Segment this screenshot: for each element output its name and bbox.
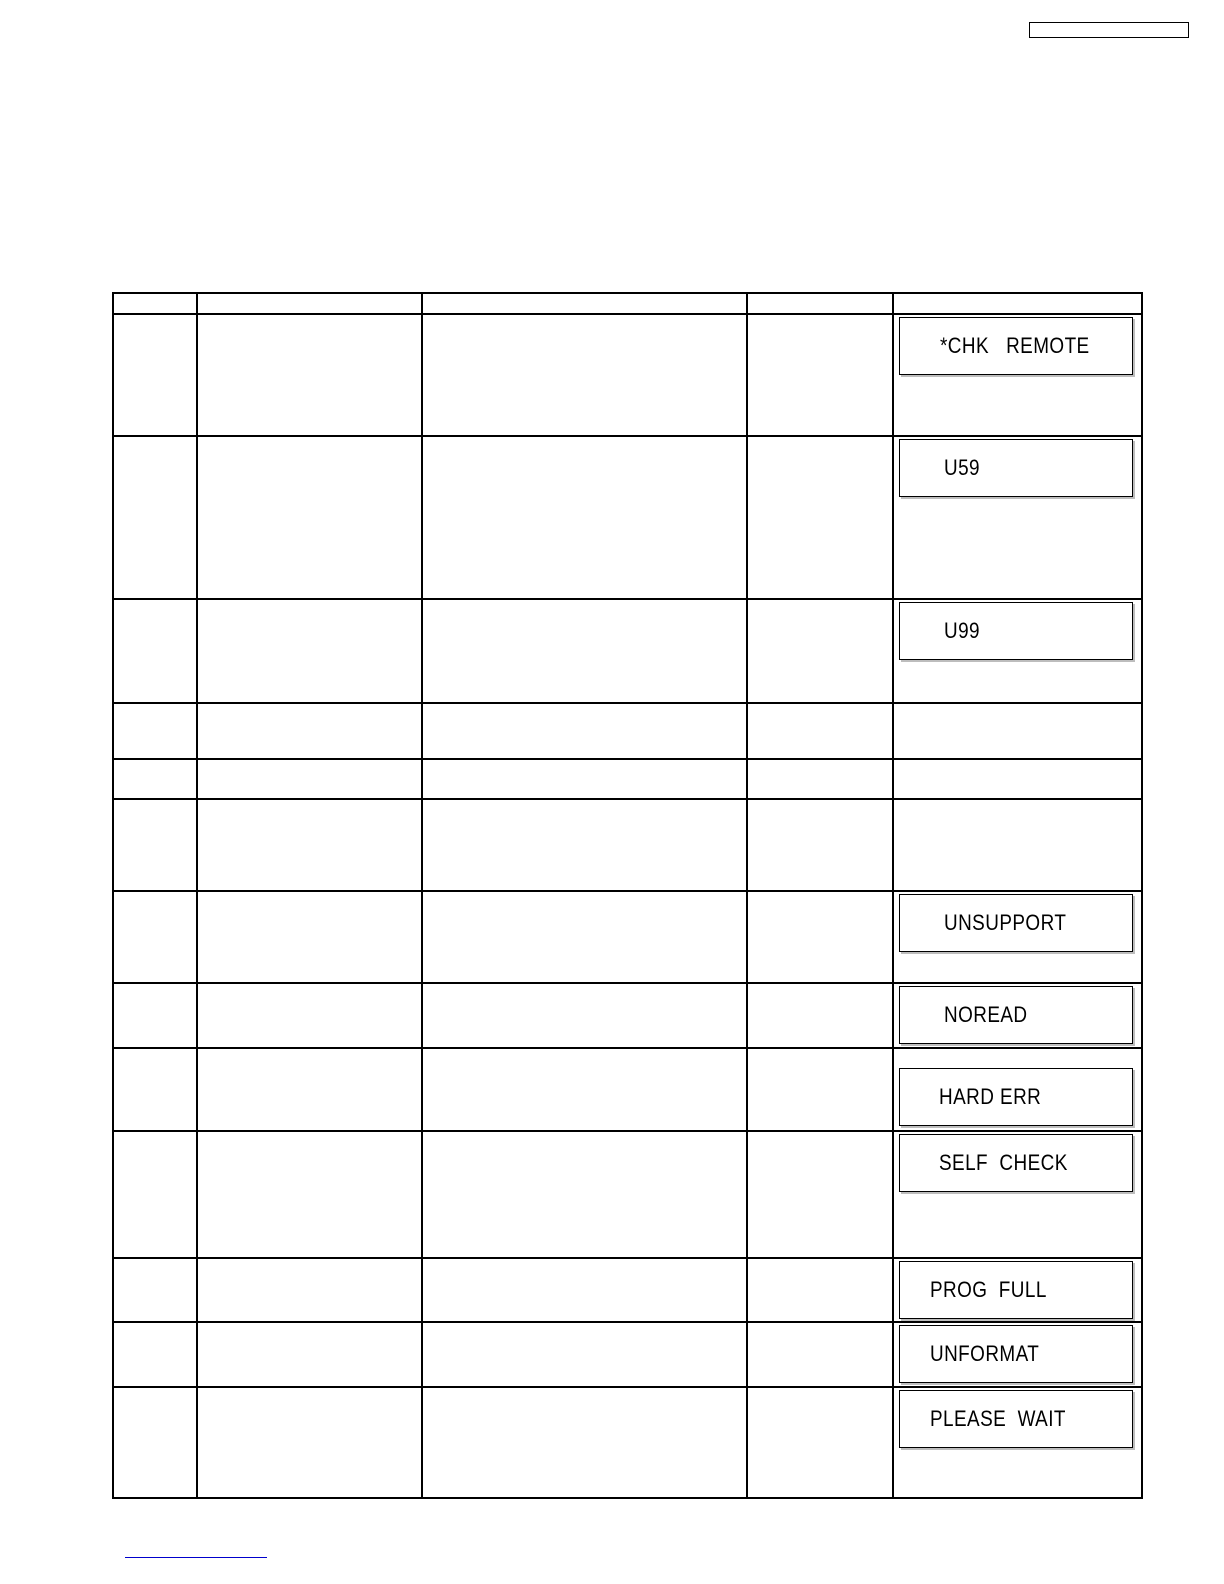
table-header-row bbox=[113, 293, 1142, 314]
table-row bbox=[113, 1322, 1142, 1387]
display-cell bbox=[893, 599, 1142, 703]
header-cell bbox=[893, 293, 1142, 314]
lcd-display bbox=[899, 439, 1133, 497]
lcd-display bbox=[899, 1261, 1133, 1319]
display-cell bbox=[893, 1258, 1142, 1322]
display-cell bbox=[893, 1131, 1142, 1258]
display-cell bbox=[893, 1387, 1142, 1498]
self-diagnosis-table bbox=[112, 292, 1143, 1499]
table-row bbox=[113, 1048, 1142, 1131]
header-cell bbox=[747, 293, 893, 314]
display-cell bbox=[893, 891, 1142, 983]
lcd-display bbox=[899, 602, 1133, 660]
table-row bbox=[113, 759, 1142, 799]
lcd-text: NOREAD bbox=[944, 1002, 1028, 1027]
table-row bbox=[113, 703, 1142, 759]
lcd-text: U59 bbox=[944, 455, 980, 480]
table-row bbox=[113, 1258, 1142, 1322]
display-cell bbox=[893, 436, 1142, 599]
table-row bbox=[113, 436, 1142, 599]
lcd-display bbox=[899, 317, 1133, 375]
display-cell bbox=[893, 1048, 1142, 1131]
table-row bbox=[113, 799, 1142, 891]
header-cell bbox=[113, 293, 197, 314]
header-cell bbox=[197, 293, 422, 314]
lcd-display bbox=[899, 1325, 1133, 1383]
lcd-display bbox=[899, 894, 1133, 952]
table-row bbox=[113, 599, 1142, 703]
table-row bbox=[113, 1387, 1142, 1498]
lcd-display bbox=[899, 1390, 1133, 1448]
lcd-text: PLEASE WAIT bbox=[930, 1406, 1066, 1431]
lcd-text: SELF CHECK bbox=[939, 1150, 1068, 1175]
lcd-text: HARD ERR bbox=[939, 1084, 1042, 1109]
display-cell bbox=[893, 1322, 1142, 1387]
lcd-text: UNFORMAT bbox=[930, 1341, 1040, 1366]
lcd-text: U99 bbox=[944, 618, 980, 643]
lcd-text: UNSUPPORT bbox=[944, 910, 1067, 935]
lcd-text: PROG FULL bbox=[930, 1277, 1047, 1302]
table-row bbox=[113, 983, 1142, 1048]
lcd-display bbox=[899, 986, 1133, 1044]
lcd-display bbox=[899, 1068, 1133, 1126]
model-number-box bbox=[1029, 22, 1189, 38]
table-row bbox=[113, 314, 1142, 436]
display-cell bbox=[893, 314, 1142, 436]
table-row bbox=[113, 891, 1142, 983]
footer-link-underline[interactable] bbox=[125, 1557, 267, 1558]
lcd-display bbox=[899, 1134, 1133, 1192]
table-row bbox=[113, 1131, 1142, 1258]
header-cell bbox=[422, 293, 747, 314]
display-cell bbox=[893, 983, 1142, 1048]
lcd-text: *CHK REMOTE bbox=[940, 333, 1090, 358]
